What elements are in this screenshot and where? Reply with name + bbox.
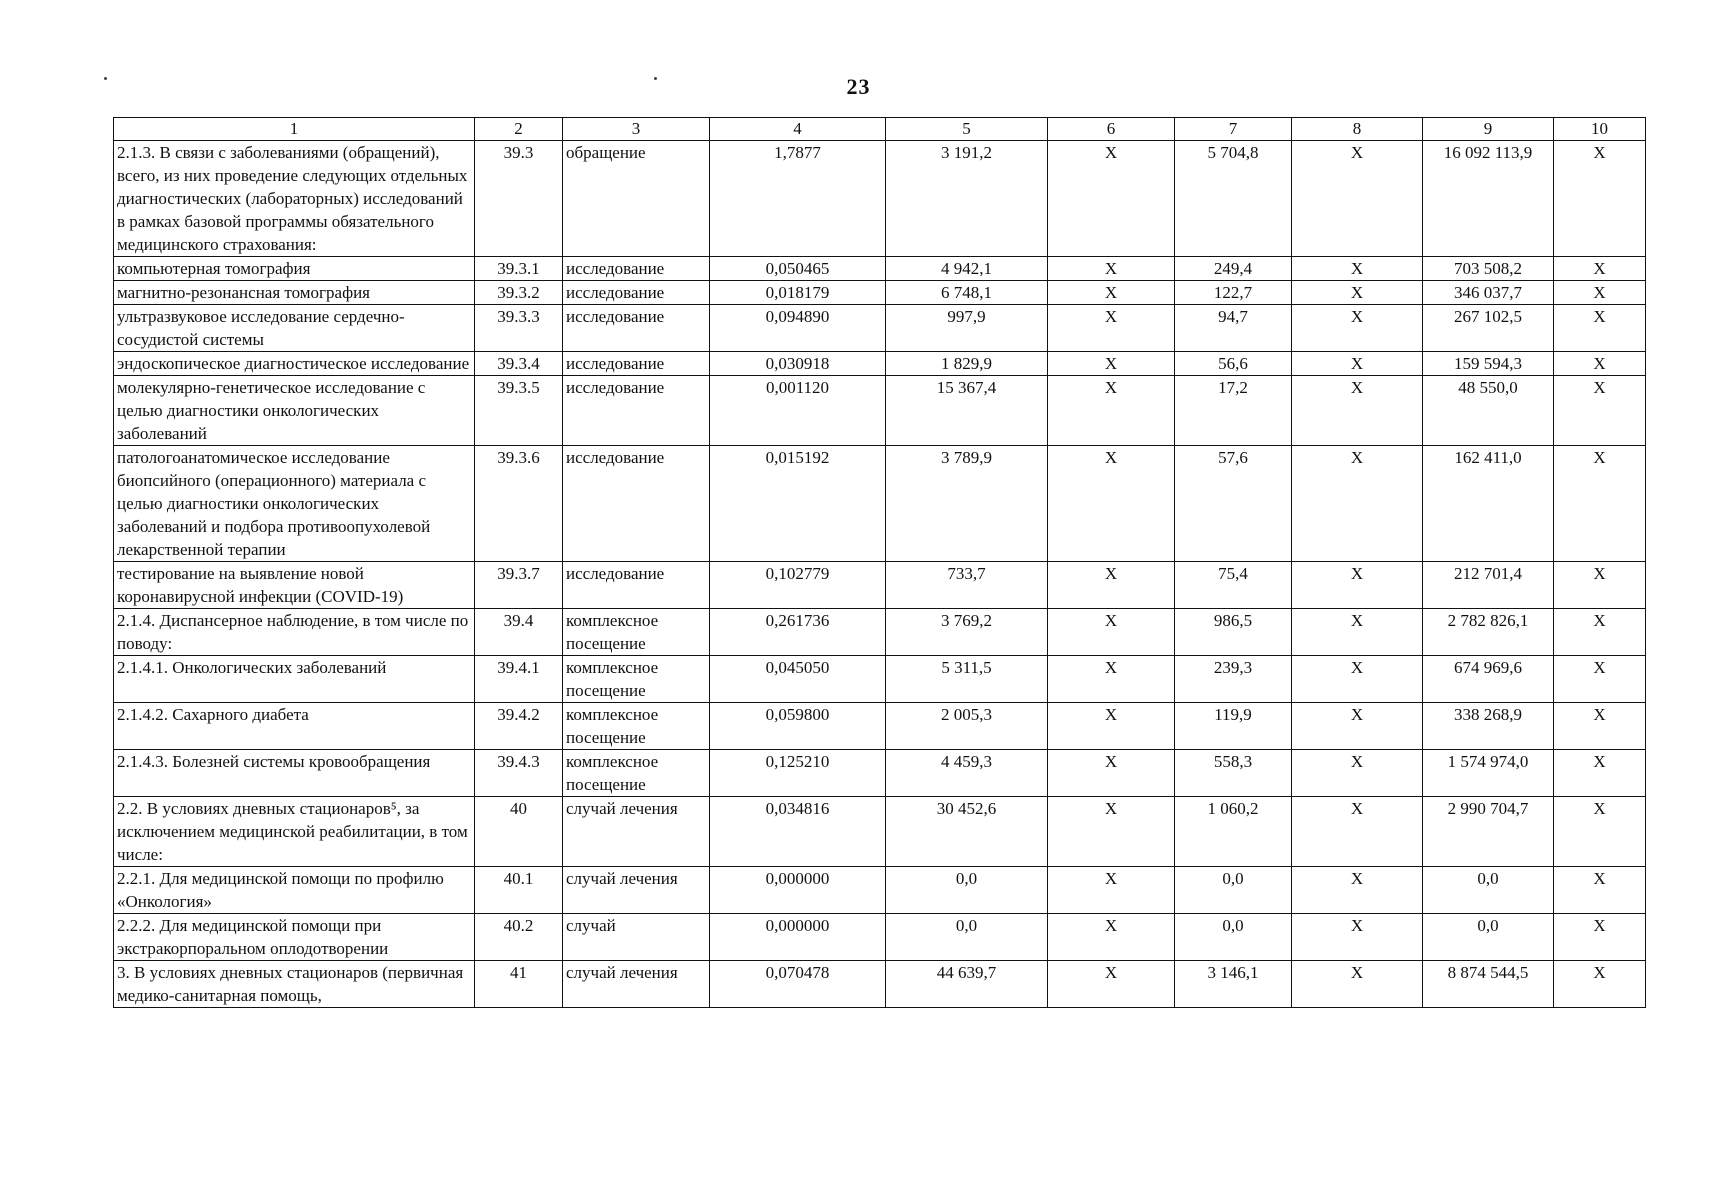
value-col-5: 0,0	[886, 867, 1048, 914]
value-col-8: X	[1292, 609, 1423, 656]
table-row	[114, 352, 1646, 376]
statistics-table	[113, 117, 1646, 1008]
value-col-6: X	[1048, 609, 1175, 656]
value-col-9: 346 037,7	[1423, 281, 1554, 305]
value-col-10: X	[1554, 281, 1646, 305]
table-row	[114, 914, 1646, 961]
value-col-6: X	[1048, 703, 1175, 750]
value-col-6: X	[1048, 281, 1175, 305]
value-col-6: X	[1048, 446, 1175, 562]
value-col-10: X	[1554, 961, 1646, 1008]
value-col-10: X	[1554, 257, 1646, 281]
unit: комплексное посещение	[563, 703, 710, 750]
value-col-9: 16 092 113,9	[1423, 141, 1554, 257]
value-col-10: X	[1554, 914, 1646, 961]
value-col-7: 56,6	[1175, 352, 1292, 376]
unit: исследование	[563, 562, 710, 609]
value-col-9: 2 782 826,1	[1423, 609, 1554, 656]
value-col-6: X	[1048, 867, 1175, 914]
value-col-9: 159 594,3	[1423, 352, 1554, 376]
value-col-4: 1,7877	[710, 141, 886, 257]
value-col-9: 0,0	[1423, 914, 1554, 961]
value-col-8: X	[1292, 376, 1423, 446]
value-col-5: 0,0	[886, 914, 1048, 961]
row-label: ультразвуковое исследование сердечно-сосудистой системы	[114, 305, 475, 352]
value-col-7: 3 146,1	[1175, 961, 1292, 1008]
unit: обращение	[563, 141, 710, 257]
scan-speck	[104, 77, 107, 80]
value-col-4: 0,015192	[710, 446, 886, 562]
value-col-7: 0,0	[1175, 914, 1292, 961]
page-number: 23	[846, 74, 871, 99]
value-col-9: 212 701,4	[1423, 562, 1554, 609]
value-col-9: 267 102,5	[1423, 305, 1554, 352]
value-col-4: 0,070478	[710, 961, 886, 1008]
table-row	[114, 656, 1646, 703]
table-row	[114, 797, 1646, 867]
table-row	[114, 141, 1646, 257]
header-cell: 2	[475, 118, 563, 141]
row-code: 39.3.5	[475, 376, 563, 446]
value-col-5: 5 311,5	[886, 656, 1048, 703]
value-col-7: 558,3	[1175, 750, 1292, 797]
unit: комплексное посещение	[563, 750, 710, 797]
row-label: 2.2.1. Для медицинской помощи по профилю «Онкология»	[114, 867, 475, 914]
value-col-10: X	[1554, 141, 1646, 257]
value-col-4: 0,261736	[710, 609, 886, 656]
table-row	[114, 867, 1646, 914]
value-col-7: 57,6	[1175, 446, 1292, 562]
value-col-8: X	[1292, 914, 1423, 961]
value-col-5: 2 005,3	[886, 703, 1048, 750]
value-col-8: X	[1292, 867, 1423, 914]
row-code: 39.3.4	[475, 352, 563, 376]
row-label: эндоскопическое диагностическое исследование	[114, 352, 475, 376]
unit: исследование	[563, 376, 710, 446]
value-col-8: X	[1292, 352, 1423, 376]
value-col-10: X	[1554, 376, 1646, 446]
value-col-7: 1 060,2	[1175, 797, 1292, 867]
value-col-9: 0,0	[1423, 867, 1554, 914]
value-col-9: 162 411,0	[1423, 446, 1554, 562]
value-col-8: X	[1292, 750, 1423, 797]
value-col-10: X	[1554, 867, 1646, 914]
value-col-6: X	[1048, 376, 1175, 446]
value-col-4: 0,001120	[710, 376, 886, 446]
row-label: компьютерная томография	[114, 257, 475, 281]
row-label: 2.1.4.2. Сахарного диабета	[114, 703, 475, 750]
row-code: 39.4.2	[475, 703, 563, 750]
header-cell: 1	[114, 118, 475, 141]
unit: комплексное посещение	[563, 609, 710, 656]
table-row	[114, 562, 1646, 609]
value-col-8: X	[1292, 656, 1423, 703]
value-col-6: X	[1048, 352, 1175, 376]
value-col-6: X	[1048, 961, 1175, 1008]
value-col-7: 75,4	[1175, 562, 1292, 609]
value-col-4: 0,018179	[710, 281, 886, 305]
table-row	[114, 257, 1646, 281]
header-cell: 7	[1175, 118, 1292, 141]
row-code: 39.3.3	[475, 305, 563, 352]
value-col-6: X	[1048, 562, 1175, 609]
value-col-5: 30 452,6	[886, 797, 1048, 867]
row-code: 39.4.3	[475, 750, 563, 797]
value-col-4: 0,094890	[710, 305, 886, 352]
value-col-6: X	[1048, 797, 1175, 867]
row-code: 40.2	[475, 914, 563, 961]
row-code: 40.1	[475, 867, 563, 914]
value-col-10: X	[1554, 750, 1646, 797]
header-cell: 5	[886, 118, 1048, 141]
value-col-9: 338 268,9	[1423, 703, 1554, 750]
value-col-4: 0,059800	[710, 703, 886, 750]
value-col-7: 0,0	[1175, 867, 1292, 914]
row-label: магнитно-резонансная томография	[114, 281, 475, 305]
table-body	[114, 118, 1646, 1008]
unit: случай	[563, 914, 710, 961]
value-col-9: 674 969,6	[1423, 656, 1554, 703]
table-row	[114, 750, 1646, 797]
row-code: 39.4	[475, 609, 563, 656]
value-col-5: 6 748,1	[886, 281, 1048, 305]
unit: исследование	[563, 257, 710, 281]
row-code: 39.3.7	[475, 562, 563, 609]
value-col-5: 1 829,9	[886, 352, 1048, 376]
value-col-5: 4 942,1	[886, 257, 1048, 281]
value-col-10: X	[1554, 352, 1646, 376]
row-code: 39.4.1	[475, 656, 563, 703]
header-cell: 9	[1423, 118, 1554, 141]
table-row	[114, 305, 1646, 352]
row-label: 2.2.2. Для медицинской помощи при экстракорпоральном оплодотворении	[114, 914, 475, 961]
row-code: 41	[475, 961, 563, 1008]
value-col-6: X	[1048, 656, 1175, 703]
value-col-8: X	[1292, 446, 1423, 562]
row-label: тестирование на выявление новой коронавирусной инфекции (COVID-19)	[114, 562, 475, 609]
value-col-8: X	[1292, 305, 1423, 352]
table-row	[114, 446, 1646, 562]
value-col-9: 703 508,2	[1423, 257, 1554, 281]
row-label: молекулярно-генетическое исследование с целью диагностики онкологических заболеваний	[114, 376, 475, 446]
value-col-7: 17,2	[1175, 376, 1292, 446]
value-col-4: 0,030918	[710, 352, 886, 376]
header-row	[114, 118, 1646, 141]
header-cell: 4	[710, 118, 886, 141]
value-col-5: 3 191,2	[886, 141, 1048, 257]
value-col-7: 239,3	[1175, 656, 1292, 703]
row-label: 2.1.3. В связи с заболеваниями (обращений), всего, из них проведение следующих отдельных диагностических (лабораторных) исследований в рамках базовой программы обязательного медицинского страхования:	[114, 141, 475, 257]
unit: случай лечения	[563, 867, 710, 914]
unit: исследование	[563, 352, 710, 376]
scan-speck	[654, 77, 657, 80]
value-col-10: X	[1554, 656, 1646, 703]
row-label: 3. В условиях дневных стационаров (первичная медико-санитарная помощь,	[114, 961, 475, 1008]
header-cell: 8	[1292, 118, 1423, 141]
header-cell: 3	[563, 118, 710, 141]
value-col-10: X	[1554, 562, 1646, 609]
value-col-10: X	[1554, 703, 1646, 750]
value-col-8: X	[1292, 141, 1423, 257]
value-col-9: 8 874 544,5	[1423, 961, 1554, 1008]
row-label: патологоанатомическое исследование биопсийного (операционного) материала с целью диагностики онкологических заболеваний и подбора противоопухолевой лекарственной терапии	[114, 446, 475, 562]
value-col-6: X	[1048, 914, 1175, 961]
row-label: 2.1.4.1. Онкологических заболеваний	[114, 656, 475, 703]
value-col-7: 94,7	[1175, 305, 1292, 352]
value-col-4: 0,125210	[710, 750, 886, 797]
table-row	[114, 961, 1646, 1008]
value-col-7: 249,4	[1175, 257, 1292, 281]
value-col-4: 0,050465	[710, 257, 886, 281]
value-col-9: 2 990 704,7	[1423, 797, 1554, 867]
value-col-7: 119,9	[1175, 703, 1292, 750]
value-col-4: 0,034816	[710, 797, 886, 867]
value-col-4: 0,000000	[710, 867, 886, 914]
value-col-10: X	[1554, 797, 1646, 867]
value-col-6: X	[1048, 141, 1175, 257]
row-code: 39.3.2	[475, 281, 563, 305]
row-code: 39.3.1	[475, 257, 563, 281]
value-col-7: 986,5	[1175, 609, 1292, 656]
value-col-10: X	[1554, 305, 1646, 352]
unit: комплексное посещение	[563, 656, 710, 703]
value-col-5: 3 789,9	[886, 446, 1048, 562]
row-label: 2.2. В условиях дневных стационаров⁵, за исключением медицинской реабилитации, в том числе:	[114, 797, 475, 867]
value-col-10: X	[1554, 609, 1646, 656]
value-col-9: 48 550,0	[1423, 376, 1554, 446]
value-col-8: X	[1292, 562, 1423, 609]
table-row	[114, 609, 1646, 656]
row-label: 2.1.4. Диспансерное наблюдение, в том числе по поводу:	[114, 609, 475, 656]
unit: случай лечения	[563, 961, 710, 1008]
table-row	[114, 281, 1646, 305]
row-label: 2.1.4.3. Болезней системы кровообращения	[114, 750, 475, 797]
value-col-4: 0,045050	[710, 656, 886, 703]
value-col-4: 0,000000	[710, 914, 886, 961]
header-cell: 6	[1048, 118, 1175, 141]
value-col-6: X	[1048, 257, 1175, 281]
value-col-8: X	[1292, 281, 1423, 305]
value-col-7: 5 704,8	[1175, 141, 1292, 257]
value-col-8: X	[1292, 703, 1423, 750]
value-col-10: X	[1554, 446, 1646, 562]
value-col-6: X	[1048, 750, 1175, 797]
value-col-8: X	[1292, 961, 1423, 1008]
value-col-5: 15 367,4	[886, 376, 1048, 446]
row-code: 40	[475, 797, 563, 867]
value-col-6: X	[1048, 305, 1175, 352]
unit: исследование	[563, 446, 710, 562]
value-col-9: 1 574 974,0	[1423, 750, 1554, 797]
value-col-5: 44 639,7	[886, 961, 1048, 1008]
header-cell: 10	[1554, 118, 1646, 141]
table-row	[114, 703, 1646, 750]
row-code: 39.3.6	[475, 446, 563, 562]
value-col-8: X	[1292, 797, 1423, 867]
value-col-4: 0,102779	[710, 562, 886, 609]
value-col-7: 122,7	[1175, 281, 1292, 305]
table-row	[114, 376, 1646, 446]
value-col-5: 4 459,3	[886, 750, 1048, 797]
value-col-8: X	[1292, 257, 1423, 281]
unit: исследование	[563, 305, 710, 352]
unit: случай лечения	[563, 797, 710, 867]
unit: исследование	[563, 281, 710, 305]
value-col-5: 733,7	[886, 562, 1048, 609]
value-col-5: 997,9	[886, 305, 1048, 352]
row-code: 39.3	[475, 141, 563, 257]
value-col-5: 3 769,2	[886, 609, 1048, 656]
